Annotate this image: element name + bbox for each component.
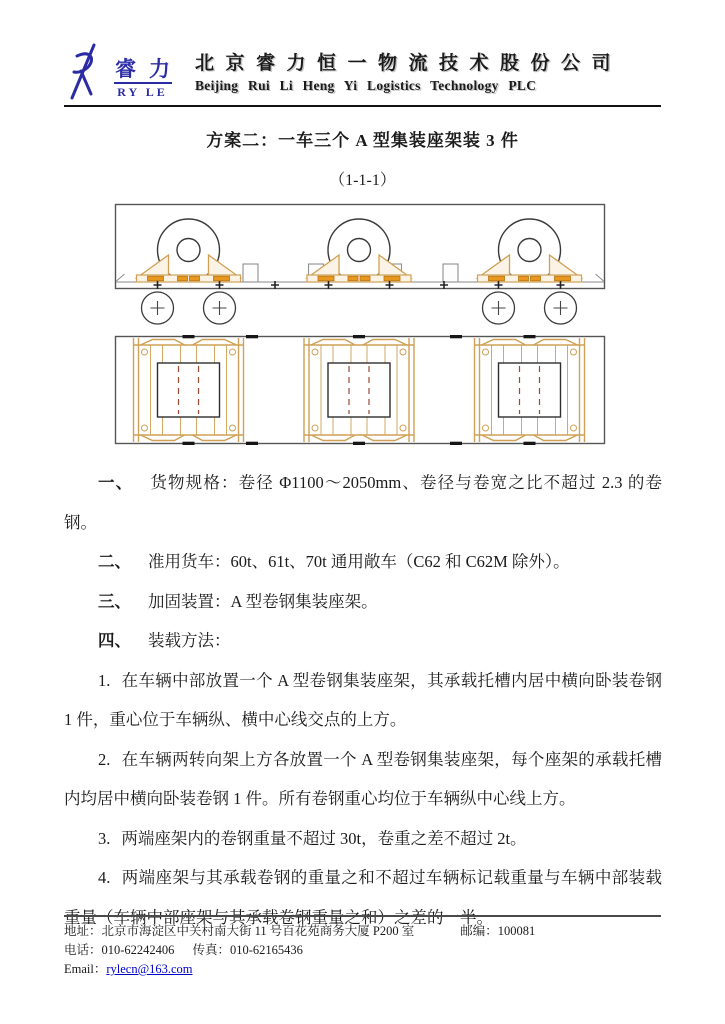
company-logo (64, 42, 183, 100)
logo-mark-icon (64, 42, 100, 100)
step-label: 2. (98, 749, 111, 769)
email-link[interactable]: rylecn@163.com (106, 962, 193, 976)
step-label: 4. (98, 868, 111, 887)
address-label: 地址： (64, 924, 102, 938)
section-securing-device (64, 582, 662, 622)
section-loading-method (64, 621, 662, 661)
loading-step-2 (64, 740, 662, 819)
section-label: 四、 (98, 631, 131, 650)
section-text: 准用货车：60t、61t、70t 通用敞车（C62 和 C62M 除外）。 (148, 552, 570, 571)
step-label: 3. (98, 828, 111, 848)
postcode-label: 邮编： (460, 924, 498, 938)
company-name-block (195, 48, 661, 94)
top-view-figure (114, 335, 606, 450)
step-label: 1. (98, 670, 111, 690)
footer-address-line (64, 922, 661, 941)
logo-text-en: RY LE (117, 85, 168, 99)
section-cargo-spec (64, 463, 662, 542)
section-label: 三、 (98, 591, 131, 611)
logo-text-cn: 睿力 (115, 57, 183, 81)
page-title: 方案二：一车三个 A 型集装座架装 3 件 (206, 131, 519, 150)
footer-email-line (64, 960, 661, 979)
loading-step-3 (64, 819, 662, 859)
section-text: 货物规格：卷径 Φ1100～2050mm、卷径与卷宽之比不超过 2.3 的卷钢。 (64, 473, 662, 532)
footer-phone-line (64, 941, 661, 960)
phone-label: 电话： (64, 943, 102, 957)
header-divider (64, 105, 661, 107)
document-body (64, 463, 662, 937)
company-name-cn: 北京睿力恒一物流技术股份公司 (195, 53, 623, 74)
top-view-diagram (114, 335, 606, 445)
company-name-en: Beijing Rui Li Heng Yi Logistics Technology PLC (195, 78, 537, 93)
phone-value: 010-62242406 (101, 943, 175, 957)
step-text: 两端座架与其承载卷钢的重量之和不超过车辆标记载重量与车辆中部装载重量（车辆中部座架与其承载卷钢重量之和）之差的一半。 (64, 868, 662, 927)
step-text: 两端座架内的卷钢重量不超过 30t，卷重之差不超过 2t。 (121, 828, 527, 848)
scheme-code: （1-1-1） (329, 172, 396, 189)
email-label: Email： (64, 962, 107, 976)
address-value: 北京市海淀区中关村南大街 11 号百花苑商务大厦 P200 室 (101, 924, 415, 938)
section-label: 二、 (98, 552, 131, 571)
fax-label: 传真： (192, 943, 230, 957)
section-approved-wagons (64, 542, 662, 582)
logo-divider (114, 82, 172, 84)
letterhead (64, 42, 661, 100)
loading-step-1 (64, 661, 662, 740)
section-text: 加固装置：A 型卷钢集装座架。 (148, 591, 378, 611)
page-footer (64, 915, 661, 979)
step-text: 在车辆中部放置一个 A 型卷钢集装座架，其承载托槽内居中横向卧装卷钢 1 件，重心位于车辆纵、横中心线交点的上方。 (64, 670, 662, 729)
postcode-value: 100081 (497, 924, 536, 938)
side-view-diagram (114, 203, 606, 327)
section-text: 装载方法： (148, 631, 231, 650)
step-text: 在车辆两转向架上方各放置一个 A 型卷钢集装座架，每个座架的承载托槽内均居中横向卧装卷钢 1 件。所有卷钢重心均位于车辆纵中心线上方。 (64, 749, 662, 808)
section-label: 一、 (98, 473, 134, 492)
side-view-figure (114, 203, 606, 332)
fax-value: 010-62165436 (229, 943, 303, 957)
